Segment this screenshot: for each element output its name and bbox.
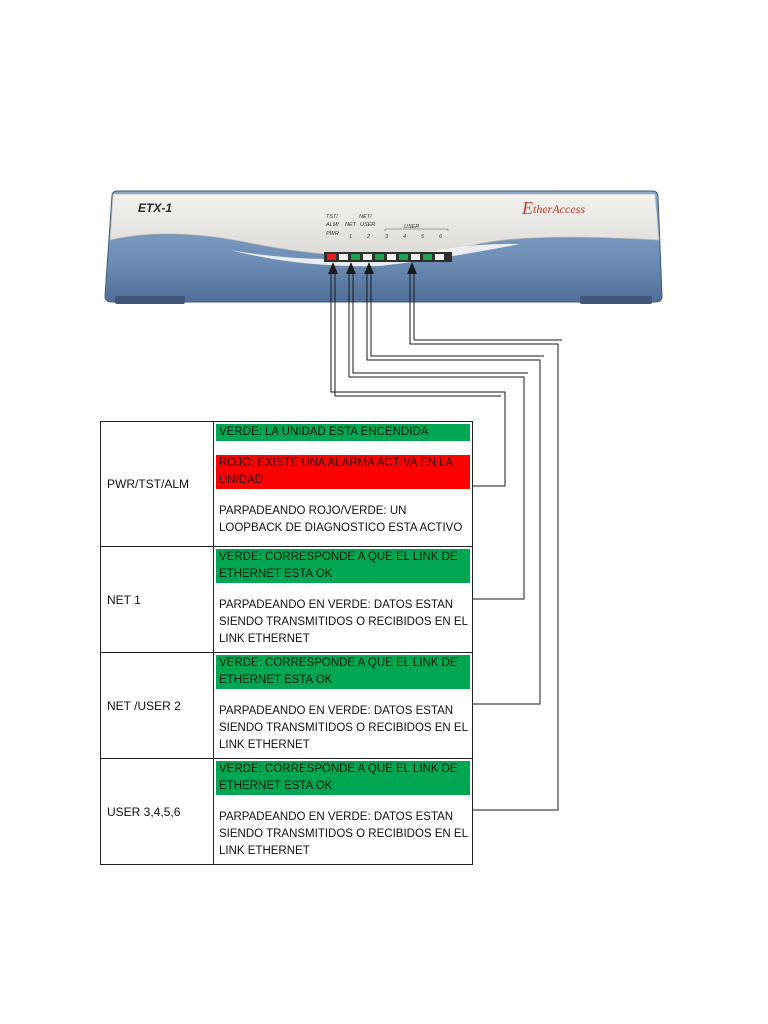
status-blink-user: PARPADEANDO EN VERDE: DATOS ESTAN SIENDO TRANSMITIDOS O RECIBIDOS EN EL LINK ETHERNET — [219, 811, 468, 857]
led-net1-b — [363, 254, 372, 260]
table-row — [101, 422, 472, 547]
table-row — [101, 759, 472, 864]
led-user5 — [423, 254, 432, 260]
led-user6 — [435, 254, 444, 260]
row-desc-user — [214, 759, 472, 864]
label-4: 4 — [403, 234, 407, 240]
status-blink-net1: PARPADEANDO EN VERDE: DATOS ESTAN SIENDO TRANSMITIDOS O RECIBIDOS EN EL LINK ETHERNET — [219, 599, 468, 645]
led-status-table — [100, 421, 473, 865]
led-user3 — [399, 254, 408, 260]
led-user4 — [411, 254, 420, 260]
led-pwr-b — [339, 254, 348, 260]
label-net: NET — [345, 222, 356, 228]
status-green-user: VERDE: CORRESPONDE A QUE EL LINK DE ETHERNET ESTA OK — [216, 761, 470, 795]
label-net-slash: NET/ — [359, 214, 372, 220]
label-tst: TST/ — [326, 214, 338, 220]
label-alm: ALM/ — [326, 222, 339, 228]
brand-logo: EtherAccess — [522, 198, 585, 218]
row-desc-pwr — [214, 422, 472, 546]
status-green-net2: VERDE: CORRESPONDE A QUE EL LINK DE ETHERNET ESTA OK — [216, 655, 470, 689]
label-pwr: PWR — [326, 231, 339, 237]
status-blink-net2: PARPADEANDO EN VERDE: DATOS ESTAN SIENDO TRANSMITIDOS O RECIBIDOS EN EL LINK ETHERNET — [219, 705, 468, 751]
row-name-net2: NET /USER 2 — [101, 653, 214, 758]
label-user-net: USER — [360, 222, 376, 228]
led-net2-b — [387, 254, 396, 260]
table-row — [101, 653, 472, 759]
row-name-pwr: PWR/TST/ALM — [101, 422, 214, 546]
row-name-net1: NET 1 — [101, 547, 214, 652]
led-net2-a — [375, 254, 384, 260]
status-green-net1: VERDE: CORRESPONDE A QUE EL LINK DE ETHERNET ESTA OK — [216, 549, 470, 583]
status-red-pwr: ROJO: EXISTE UNA ALARMA ACTIVA EN LA UNIDAD — [216, 455, 470, 489]
label-user-group: USER — [404, 224, 420, 230]
led-net1-a — [351, 254, 360, 260]
row-desc-net1 — [214, 547, 472, 652]
status-blink-pwr: PARPADEANDO ROJO/VERDE: UN LOOPBACK DE DIAGNOSTICO ESTA ACTIVO — [219, 505, 463, 534]
row-name-user: USER 3,4,5,6 — [101, 759, 214, 864]
label-3: 3 — [385, 234, 389, 240]
status-green-pwr: VERDE: LA UNIDAD ESTA ENCENDIDA — [216, 424, 470, 441]
label-6: 6 — [439, 234, 443, 240]
led-pwr — [327, 254, 336, 260]
row-desc-net2 — [214, 653, 472, 758]
led-strip — [324, 252, 452, 262]
label-5: 5 — [421, 234, 425, 240]
device-model-label: ETX-1 — [138, 201, 173, 215]
label-2: 2 — [367, 234, 371, 240]
label-1: 1 — [349, 234, 353, 240]
table-row — [101, 547, 472, 653]
